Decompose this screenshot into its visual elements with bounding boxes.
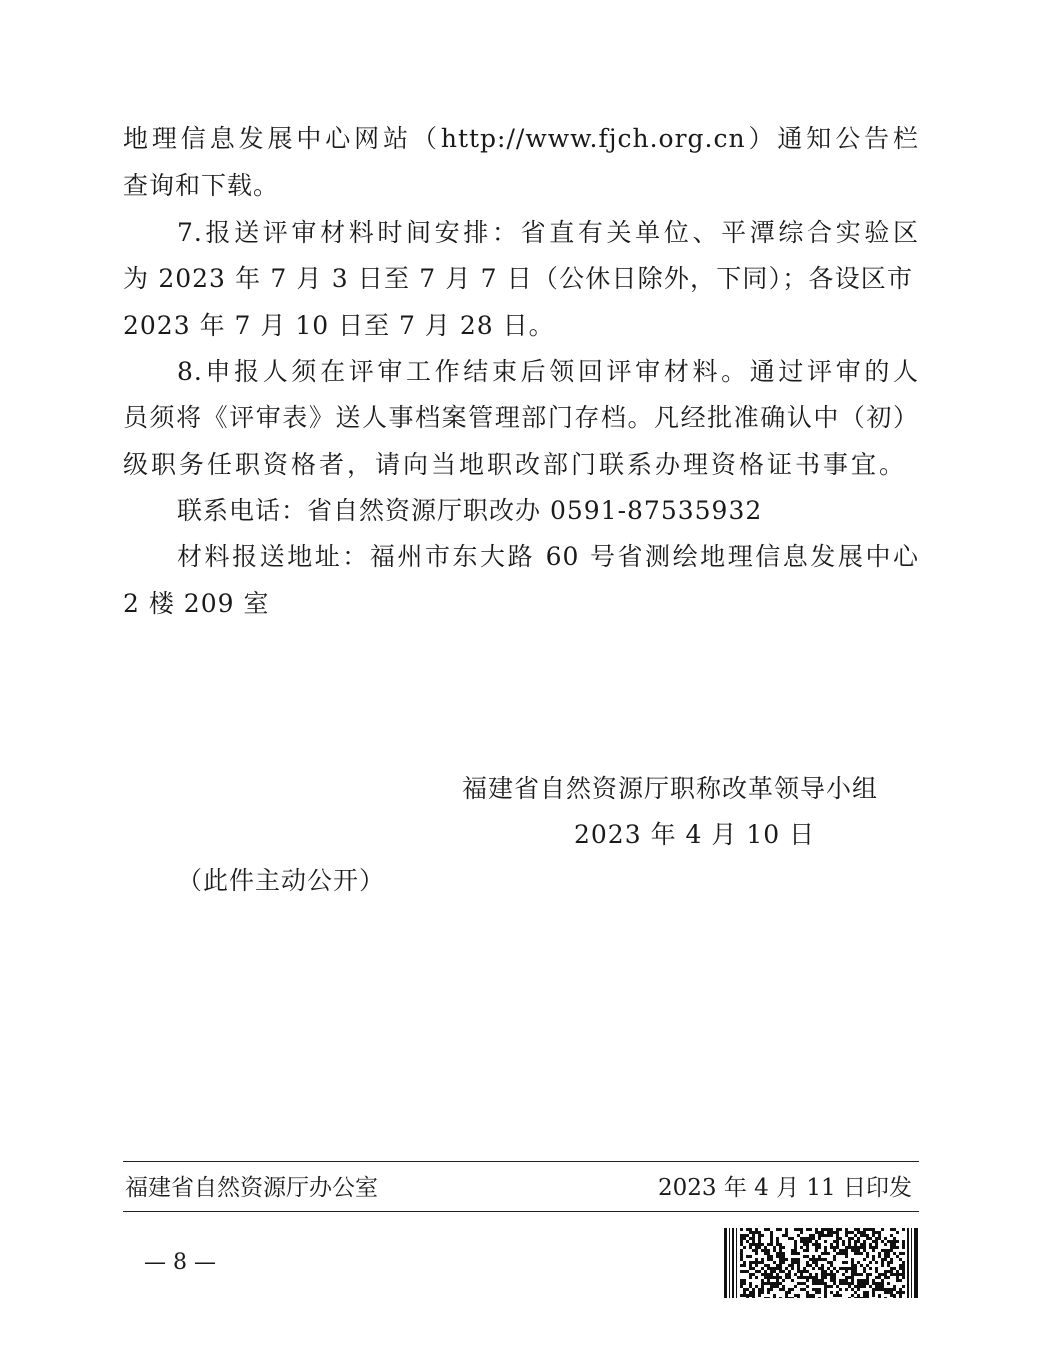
- paragraph-line: 2023 年 7 月 10 日至 7 月 28 日。: [123, 311, 555, 340]
- paragraph-line: 为 2023 年 7 月 3 日至 7 月 7 日（公休日除外，下同）；各设区市: [123, 264, 913, 293]
- address-line: 材料报送地址：福州市东大路 60 号省测绘地理信息发展中心: [177, 542, 919, 571]
- paragraph-line: 级职务任职资格者，请向当地职改部门联系办理资格证书事宜。: [123, 450, 905, 479]
- signature-org: 福建省自然资源厅职称改革领导小组: [462, 774, 879, 803]
- barcode-icon: [724, 1228, 918, 1298]
- page-number: — 8 —: [144, 1250, 216, 1275]
- paragraph-line: 员须将《评审表》送人事档案管理部门存档。凡经批准确认中（初）: [123, 403, 919, 432]
- paragraph-line: 8.申报人须在评审工作结束后领回评审材料。通过评审的人: [177, 357, 919, 386]
- signature-date: 2023 年 4 月 10 日: [574, 820, 816, 849]
- footer-print-date: 2023 年 4 月 11 日印发: [658, 1175, 912, 1201]
- disclosure-note: （此件主动公开）: [177, 866, 386, 895]
- paragraph-line: 地理信息发展中心网站（http://www.fjch.org.cn）通知公告栏: [123, 124, 919, 153]
- contact-phone: 联系电话：省自然资源厅职改办 0591-87535932: [177, 496, 763, 525]
- footer-top-rule: [123, 1161, 919, 1162]
- paragraph-line: 查询和下载。: [123, 171, 280, 200]
- footer-issuer: 福建省自然资源厅办公室: [125, 1175, 378, 1201]
- footer-bottom-rule: [123, 1211, 919, 1212]
- paragraph-line: 7.报送评审材料时间安排：省直有关单位、平潭综合实验区: [177, 218, 919, 247]
- address-line: 2 楼 209 室: [123, 589, 270, 618]
